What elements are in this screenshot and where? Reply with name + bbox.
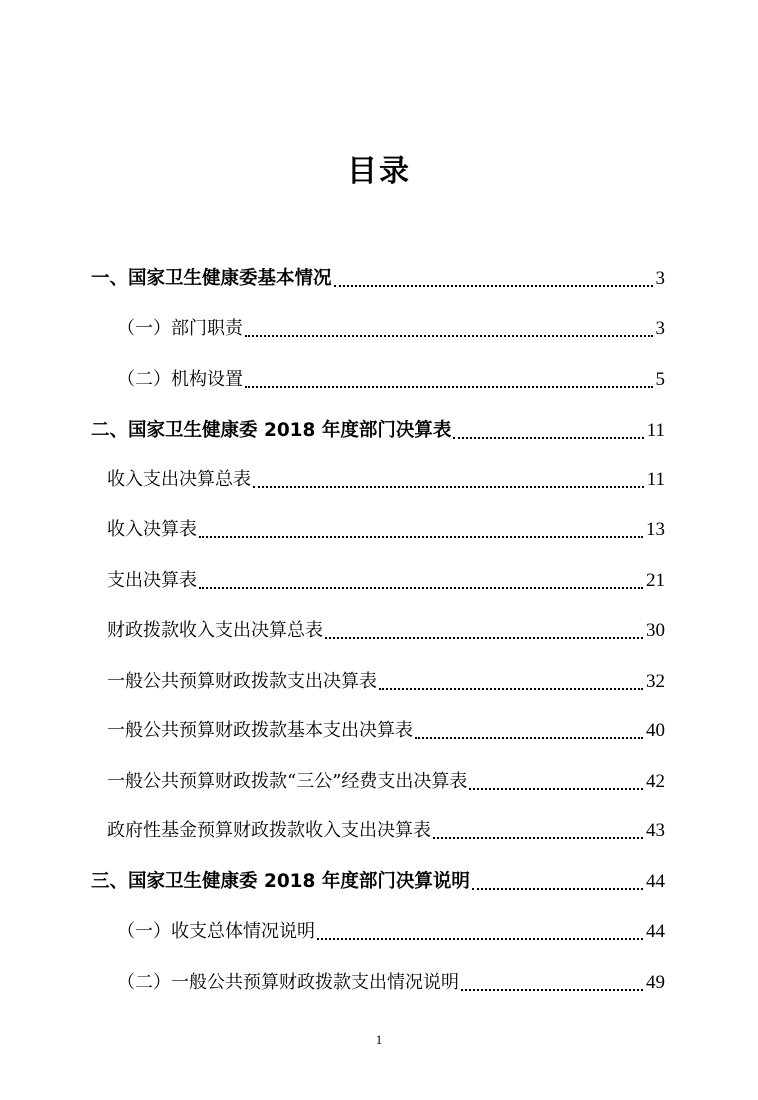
toc-entry-page: 32 [646,671,665,692]
toc-entry-section-1[interactable] [91,264,665,294]
toc-entry-page: 3 [655,268,665,289]
toc-entry-organization-setup[interactable] [117,365,665,395]
dot-leader [472,888,643,890]
dot-leader [199,536,643,538]
toc-entry-page: 13 [646,519,665,540]
toc-entry-general-budget-expenditure[interactable] [107,667,665,697]
toc-entry-page: 44 [646,871,665,892]
toc-entry-page: 42 [646,771,665,792]
toc-entry-section-2[interactable] [91,416,665,446]
dot-leader [453,437,643,439]
toc-entry-overall-income-expenditure[interactable] [117,917,665,947]
dot-leader [199,587,643,589]
dot-leader [379,688,643,690]
toc-entry-income-table[interactable] [107,515,665,545]
toc-entry-title: （一）部门职责 [117,318,243,339]
toc-entry-page: 49 [646,972,665,993]
toc-entry-title: 一般公共预算财政拨款基本支出决算表 [107,720,413,741]
toc-entry-title: 支出决算表 [107,570,197,591]
toc-entry-title: 一、国家卫生健康委基本情况 [91,268,332,289]
toc-entry-page: 44 [646,921,665,942]
toc-entry-department-duties[interactable] [117,314,665,344]
dot-leader [415,737,643,739]
dot-leader [334,285,653,287]
page-title: 目录 [347,154,411,189]
toc-entry-general-budget-basic-expenditure[interactable] [107,716,665,746]
toc-entry-page: 11 [646,469,665,490]
toc-entry-title: 收入决算表 [107,519,197,540]
toc-entry-government-fund-budget[interactable] [107,816,665,846]
toc-entry-title: 三、国家卫生健康委 2018 年度部门决算说明 [91,871,470,892]
toc-entry-page: 5 [655,369,665,390]
toc-entry-title: 二、国家卫生健康委 2018 年度部门决算表 [91,420,452,441]
toc-entry-income-expenditure-summary[interactable] [107,465,665,495]
page-number: 1 [375,1032,383,1047]
toc-entry-fiscal-appropriation-summary[interactable] [107,616,665,646]
toc-entry-title: 政府性基金预算财政拨款收入支出决算表 [107,820,431,841]
toc-entry-title: （一）收支总体情况说明 [117,921,315,942]
toc-entry-general-budget-expenditure-explanation[interactable] [117,968,665,998]
toc-entry-title: 一般公共预算财政拨款支出决算表 [107,671,377,692]
toc-entry-page: 30 [646,620,665,641]
toc-entry-title: 收入支出决算总表 [107,469,251,490]
toc-entry-title: （二）机构设置 [117,369,243,390]
toc-entry-page: 11 [646,420,665,441]
toc-entry-expenditure-table[interactable] [107,566,665,596]
toc-entry-title: 财政拨款收入支出决算总表 [107,620,323,641]
toc-entry-title: （二）一般公共预算财政拨款支出情况说明 [117,972,459,993]
toc-entry-page: 40 [646,720,665,741]
dot-leader [245,386,653,388]
toc-entry-page: 43 [646,820,665,841]
dot-leader [253,486,644,488]
dot-leader [433,837,643,839]
toc-entry-section-3[interactable] [91,867,665,897]
dot-leader [325,637,643,639]
toc-entry-page: 21 [646,570,665,591]
dot-leader [317,938,643,940]
dot-leader [461,989,643,991]
dot-leader [469,788,643,790]
dot-leader [245,335,653,337]
toc-entry-three-public-expenses[interactable] [107,767,665,797]
toc-entry-page: 3 [655,318,665,339]
toc-entry-title: 一般公共预算财政拨款“三公”经费支出决算表 [107,771,468,792]
